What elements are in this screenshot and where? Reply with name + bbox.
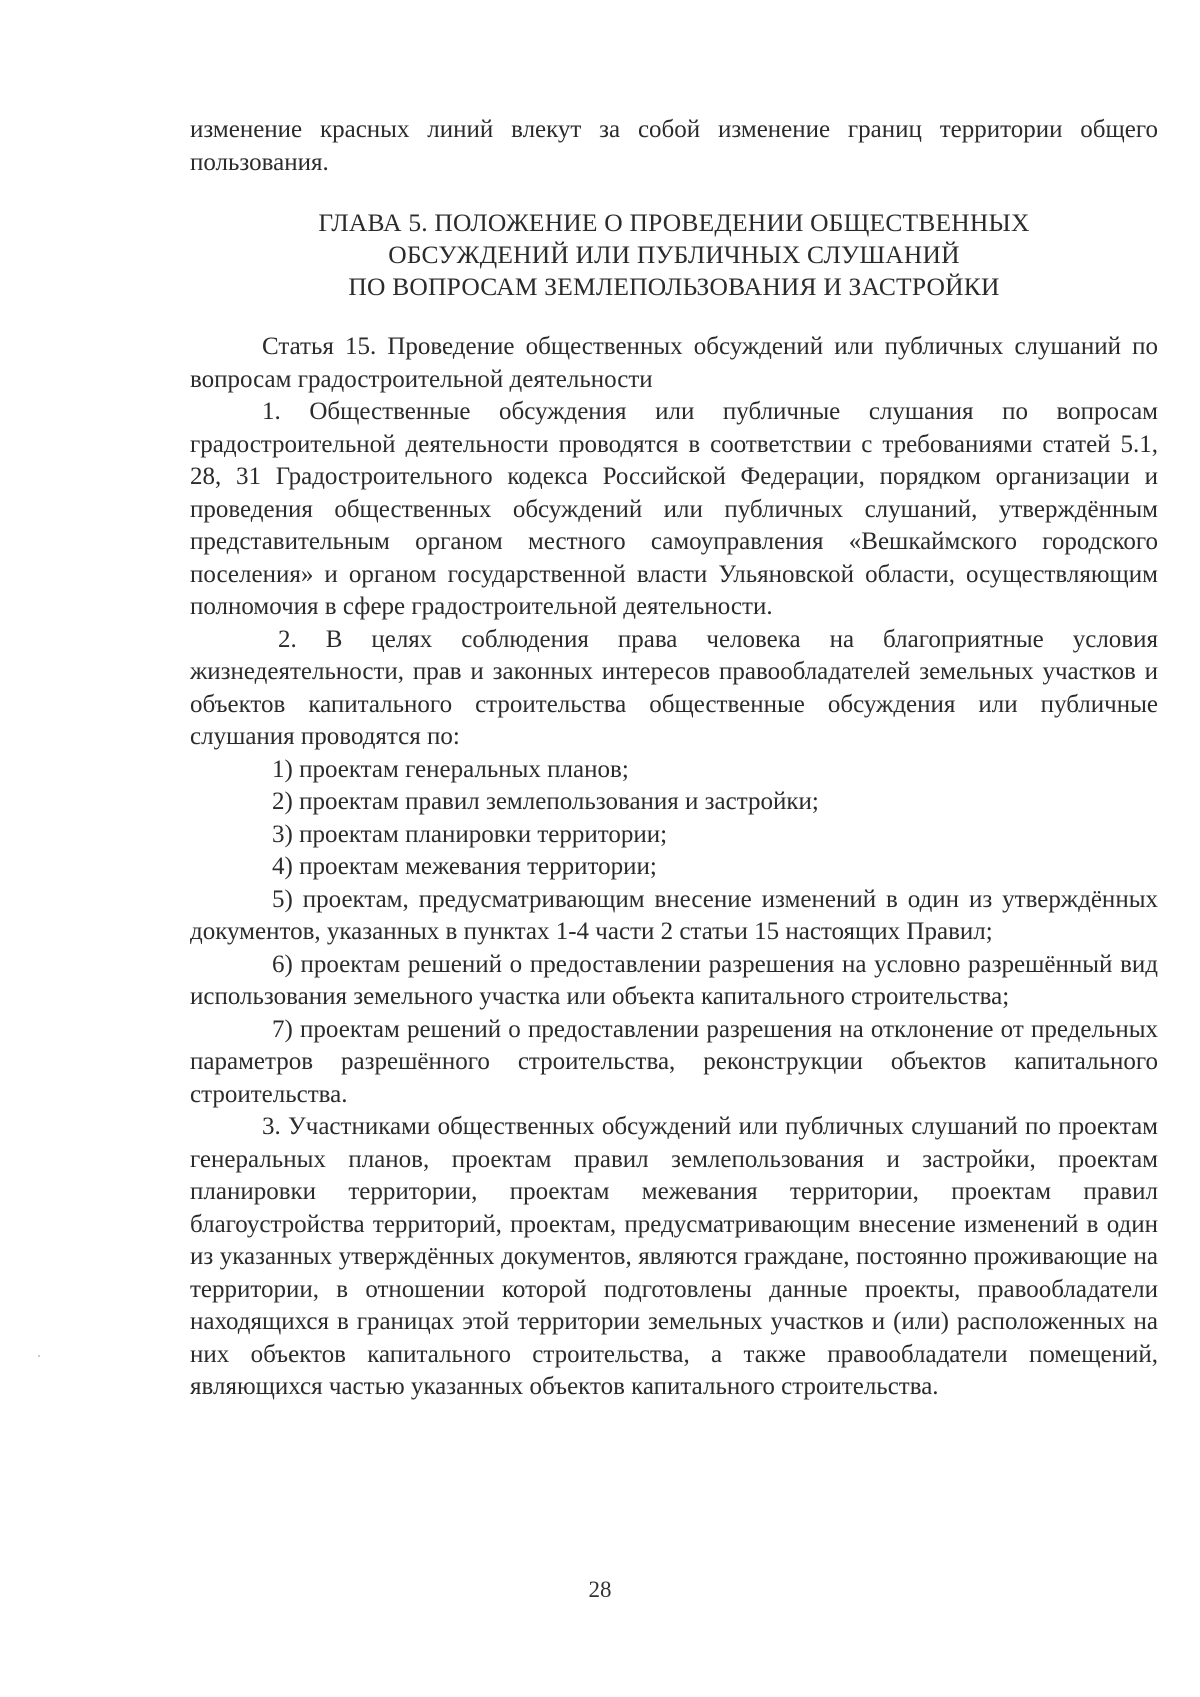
list-item-3: 3) проектам планировки территории;: [272, 820, 668, 848]
scan-speck: [38, 1355, 40, 1357]
article-title: Статья 15. Проведение общественных обсуждений или публичных слушаний по вопросам градостроительной деятельности: [190, 333, 1158, 393]
paragraph-1: 1. Общественные обсуждения или публичные слушания по вопросам градостроительной деятельности проводятся в соответствии с требованиями статей 5.1, 28, 31 Градостроительного кодекса Российской Федерации, порядком организации и проведения общественных обсуждений или публичных слушаний, утверждённым представительным органом местного самоуправления «Вешкаймского городского поселения» и органом государственной власти Ульяновской области, осуществляющим полномочия в сфере градостроительной деятельности.: [190, 398, 1158, 620]
list-item-6: 6) проектам решений о предоставлении разрешения на условно разрешённый вид использования земельного участка или объекта капитального строительства;: [190, 950, 1158, 1010]
paragraph-3: 3. Участниками общественных обсуждений или публичных слушаний по проектам генеральных планов, проектам правил землепользования и застройки, проектам планировки территории, проектам межевания территории, проектам правил благоустройства территорий, проектам, предусматривающим внесение изменений в один из указанных утверждённых документов, являются граждане, постоянно проживающие на территории, в отношении которой подготовлены данные проекты, правообладатели находящихся в границах этой территории земельных участков и (или) расположенных на них объектов капитального строительства, а также правообладатели помещений, являющихся частью указанных объектов капитального строительства.: [190, 1113, 1158, 1400]
intro-paragraph: изменение красных линий влекут за собой изменение границ территории общего пользования.: [190, 116, 1158, 176]
chapter-heading-line-1: ГЛАВА 5. ПОЛОЖЕНИЕ О ПРОВЕДЕНИИ ОБЩЕСТВЕННЫХ: [318, 208, 1030, 237]
chapter-heading-line-2: ОБСУЖДЕНИЙ ИЛИ ПУБЛИЧНЫХ СЛУШАНИЙ: [388, 240, 960, 269]
list-item-1: 1) проектам генеральных планов;: [272, 755, 629, 783]
list-item-4: 4) проектам межевания территории;: [272, 853, 657, 880]
list-item-7: 7) проектам решений о предоставлении разрешения на отклонение от предельных параметров разрешённого строительства, реконструкции объектов капитального строительства.: [190, 1015, 1158, 1108]
list-item-5: 5) проектам, предусматривающим внесение изменений в один из утверждённых документов, указанных в пунктах 1-4 части 2 статьи 15 настоящих Правил;: [190, 885, 1158, 945]
paragraph-2: 2. В целях соблюдения права человека на благоприятные условия жизнедеятельности, прав и законных интересов правообладателей земельных участков и объектов капитального строительства общественные обсуждения или публичные слушания проводятся по:: [190, 625, 1158, 750]
chapter-heading: [190, 207, 1158, 303]
list-item-2: 2) проектам правил землепользования и застройки;: [272, 788, 819, 815]
page-number: 28: [588, 1577, 612, 1602]
document-body: [190, 114, 1158, 1404]
chapter-heading-line-3: ПО ВОПРОСАМ ЗЕМЛЕПОЛЬЗОВАНИЯ И ЗАСТРОЙКИ: [348, 272, 1000, 301]
